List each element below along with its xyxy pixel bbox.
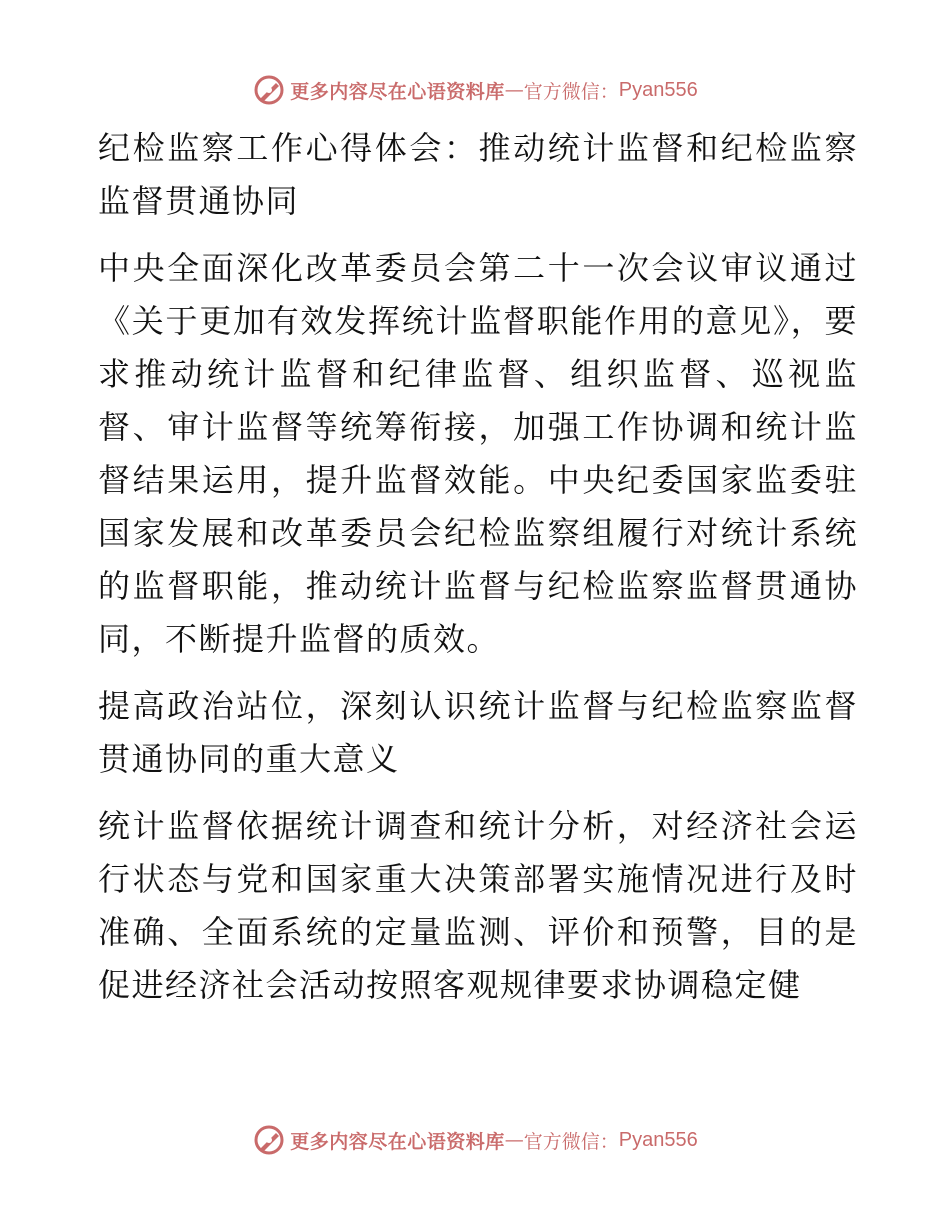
section-heading: 提高政治站位，深刻认识统计监督与纪检监察监督贯通协同的重大意义 (98, 687, 858, 778)
banner-title: 更多内容尽在心语资料库 (290, 80, 505, 103)
banner-wechat-id: Pyan556 (618, 78, 698, 101)
document-title: 纪检监察工作心得体会：推动统计监督和纪检监察监督贯通协同 (98, 129, 858, 220)
banner-wechat-id: Pyan556 (618, 1128, 698, 1151)
header-banner (0, 70, 950, 110)
quill-seal-icon (252, 73, 286, 107)
body-paragraph: 统计监督依据统计调查和统计分析，对经济社会运行状态与党和国家重大决策部署实施情况进行及时准确、全面系统的定量监测、评价和预警，目的是促进经济社会活动按照客观规律要求协调稳定健 (98, 807, 858, 1004)
banner-wechat-label: 官方微信： (523, 80, 619, 103)
document-body (98, 122, 858, 1026)
banner-separator: — (504, 79, 524, 101)
banner-wechat-label: 官方微信： (523, 1130, 619, 1153)
body-paragraph: 中央全面深化改革委员会第二十一次会议审议通过《关于更加有效发挥统计监督职能作用的意见》，要求推动统计监督和纪律监督、组织监督、巡视监督、审计监督等统筹衔接，加强工作协调和统计监督结果运用，提升监督效能。中央纪委国家监委驻国家发展和改革委员会纪检监察组履行对统计系统的监督职能，推动统计监督与纪检监察监督贯通协同，不断提升监督的质效。 (98, 249, 858, 658)
quill-seal-icon (252, 1123, 286, 1157)
banner-title: 更多内容尽在心语资料库 (290, 1130, 505, 1153)
footer-banner (0, 1120, 950, 1160)
banner-separator: — (504, 1129, 524, 1151)
